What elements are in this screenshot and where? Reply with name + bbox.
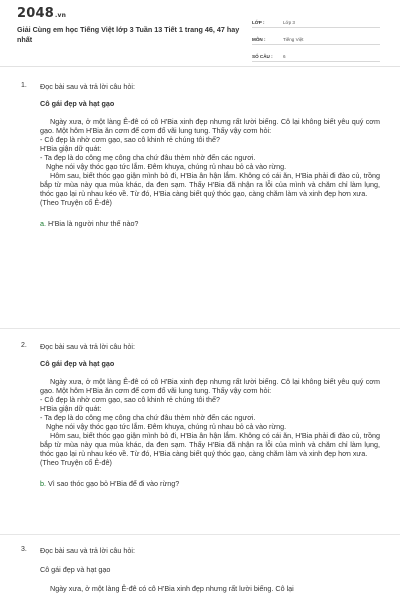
paragraph: Ngày xưa, ở một làng Ê-đê có cô H'Bia xinh đẹp nhưng rất lười biếng. Cô lại không biết yêu quý cơm gạo. Một hôm H'Bia ăn cơm để cơm đổ vãi lung tung. Thấy vậy cơm hỏi: <box>40 377 380 395</box>
passage <box>40 99 380 228</box>
meta-info <box>252 14 380 62</box>
question-prompt: Đọc bài sau và trả lời câu hỏi: <box>40 82 136 91</box>
sub-question-letter: a. <box>40 219 46 228</box>
sub-question <box>40 219 380 228</box>
dialogue-line: - Cô đẹp là nhờ cơm gạo, sao cô khinh rẻ chúng tôi thế? <box>40 135 221 144</box>
question-prompt: Đọc bài sau và trả lời câu hỏi: <box>40 342 136 351</box>
sub-question-letter: b. <box>40 479 46 488</box>
sub-question-text: Vì sao thóc gạo bỏ H'Bia để đi vào rừng? <box>48 479 180 488</box>
dialogue-line: - Cô đẹp là nhờ cơm gạo, sao cô khinh rẻ chúng tôi thế? <box>40 395 221 404</box>
paragraph: Hôm sau, biết thóc gạo giận mình bỏ đi, H'Bia ân hận lắm. Không có cái ăn, H'Bia phải đi đào củ, trồng bắp từ mùa này qua mùa khác, da đen sạm. Thấy H'Bia đã nhận ra lỗi của mình và chăm chỉ làm lụng, thóc gạo lại rủ nhau kéo về. Từ đó, H'Bia càng biết quý thóc gạo, càng chăm làm và xinh đẹp hơn xưa. <box>40 431 380 458</box>
passage <box>40 565 380 593</box>
question-divider <box>0 534 400 535</box>
question-number: 1. <box>21 82 27 89</box>
logo-suffix: .vn <box>54 12 67 19</box>
dialogue-line: - Ta đẹp là do công mẹ công cha chứ đâu thèm nhờ đến các ngươi. <box>40 153 256 162</box>
sub-question-text: H'Bia là người như thế nào? <box>48 219 139 228</box>
page-title: Giải Cùng em học Tiếng Việt lớp 3 Tuần 13 Tiết 1 trang 46, 47 hay nhất <box>17 25 240 44</box>
meta-label: SỐ CÂU : <box>252 54 273 59</box>
meta-label: LỚP : <box>252 20 265 25</box>
question-prompt: Đọc bài sau và trả lời câu hỏi: <box>40 546 136 555</box>
question-number: 2. <box>21 342 27 349</box>
question-divider <box>0 328 400 329</box>
story-title: Cô gái đẹp và hạt gạo <box>40 565 111 574</box>
meta-row-count <box>252 48 380 62</box>
meta-row-grade <box>252 14 380 28</box>
header <box>0 0 400 66</box>
question-number: 3. <box>21 546 27 553</box>
text-line: H'Bia giận dữ quát: <box>40 144 102 153</box>
meta-value: 6 <box>283 54 286 59</box>
text-line: H'Bia giận dữ quát: <box>40 404 102 413</box>
meta-value: Tiếng Việt <box>283 37 304 42</box>
source-line: (Theo Truyện cổ Ê-đê) <box>40 198 112 207</box>
story-title: Cô gái đẹp và hạt gạo <box>40 359 115 368</box>
meta-value: Lớp 3 <box>283 20 295 25</box>
meta-label: MÔN : <box>252 37 266 42</box>
passage <box>40 359 380 488</box>
dialogue-line: - Ta đẹp là do công mẹ công cha chứ đâu thèm nhờ đến các ngươi. <box>40 413 256 422</box>
paragraph: Ngày xưa, ở một làng Ê-đê có cô H'Bia xinh đẹp nhưng rất lười biếng. Cô lại không biết yêu quý cơm gạo. Một hôm H'Bia ăn cơm để cơm đổ vãi lung tung. Thấy vậy cơm hỏi: <box>40 117 380 135</box>
paragraph: Hôm sau, biết thóc gạo giận mình bỏ đi, H'Bia ân hận lắm. Không có cái ăn, H'Bia phải đi đào củ, trồng bắp từ mùa này qua mùa khác, da đen sạm. Thấy H'Bia đã nhận ra lỗi của mình và chăm chỉ làm lụng, thóc gạo lại rủ nhau kéo về. Từ đó, H'Bia càng biết quý thóc gạo, càng chăm làm và xinh đẹp hơn xưa. <box>40 171 380 198</box>
sub-question <box>40 479 380 488</box>
meta-row-subject <box>252 31 380 45</box>
story-title: Cô gái đẹp và hạt gạo <box>40 99 115 108</box>
source-line: (Theo Truyện cổ Ê-đê) <box>40 458 112 467</box>
text-line: Nghe nói vậy thóc gạo tức lắm. Đêm khuya, chúng rủ nhau bỏ cả vào rừng. <box>46 162 287 171</box>
paragraph: Ngày xưa, ở một làng Ê-đê có cô H'Bia xinh đẹp nhưng rất lười biếng. Cô lại <box>50 584 294 593</box>
header-divider <box>0 66 400 67</box>
logo-main: 2048 <box>17 6 54 21</box>
text-line: Nghe nói vậy thóc gạo tức lắm. Đêm khuya, chúng rủ nhau bỏ cả vào rừng. <box>46 422 287 431</box>
